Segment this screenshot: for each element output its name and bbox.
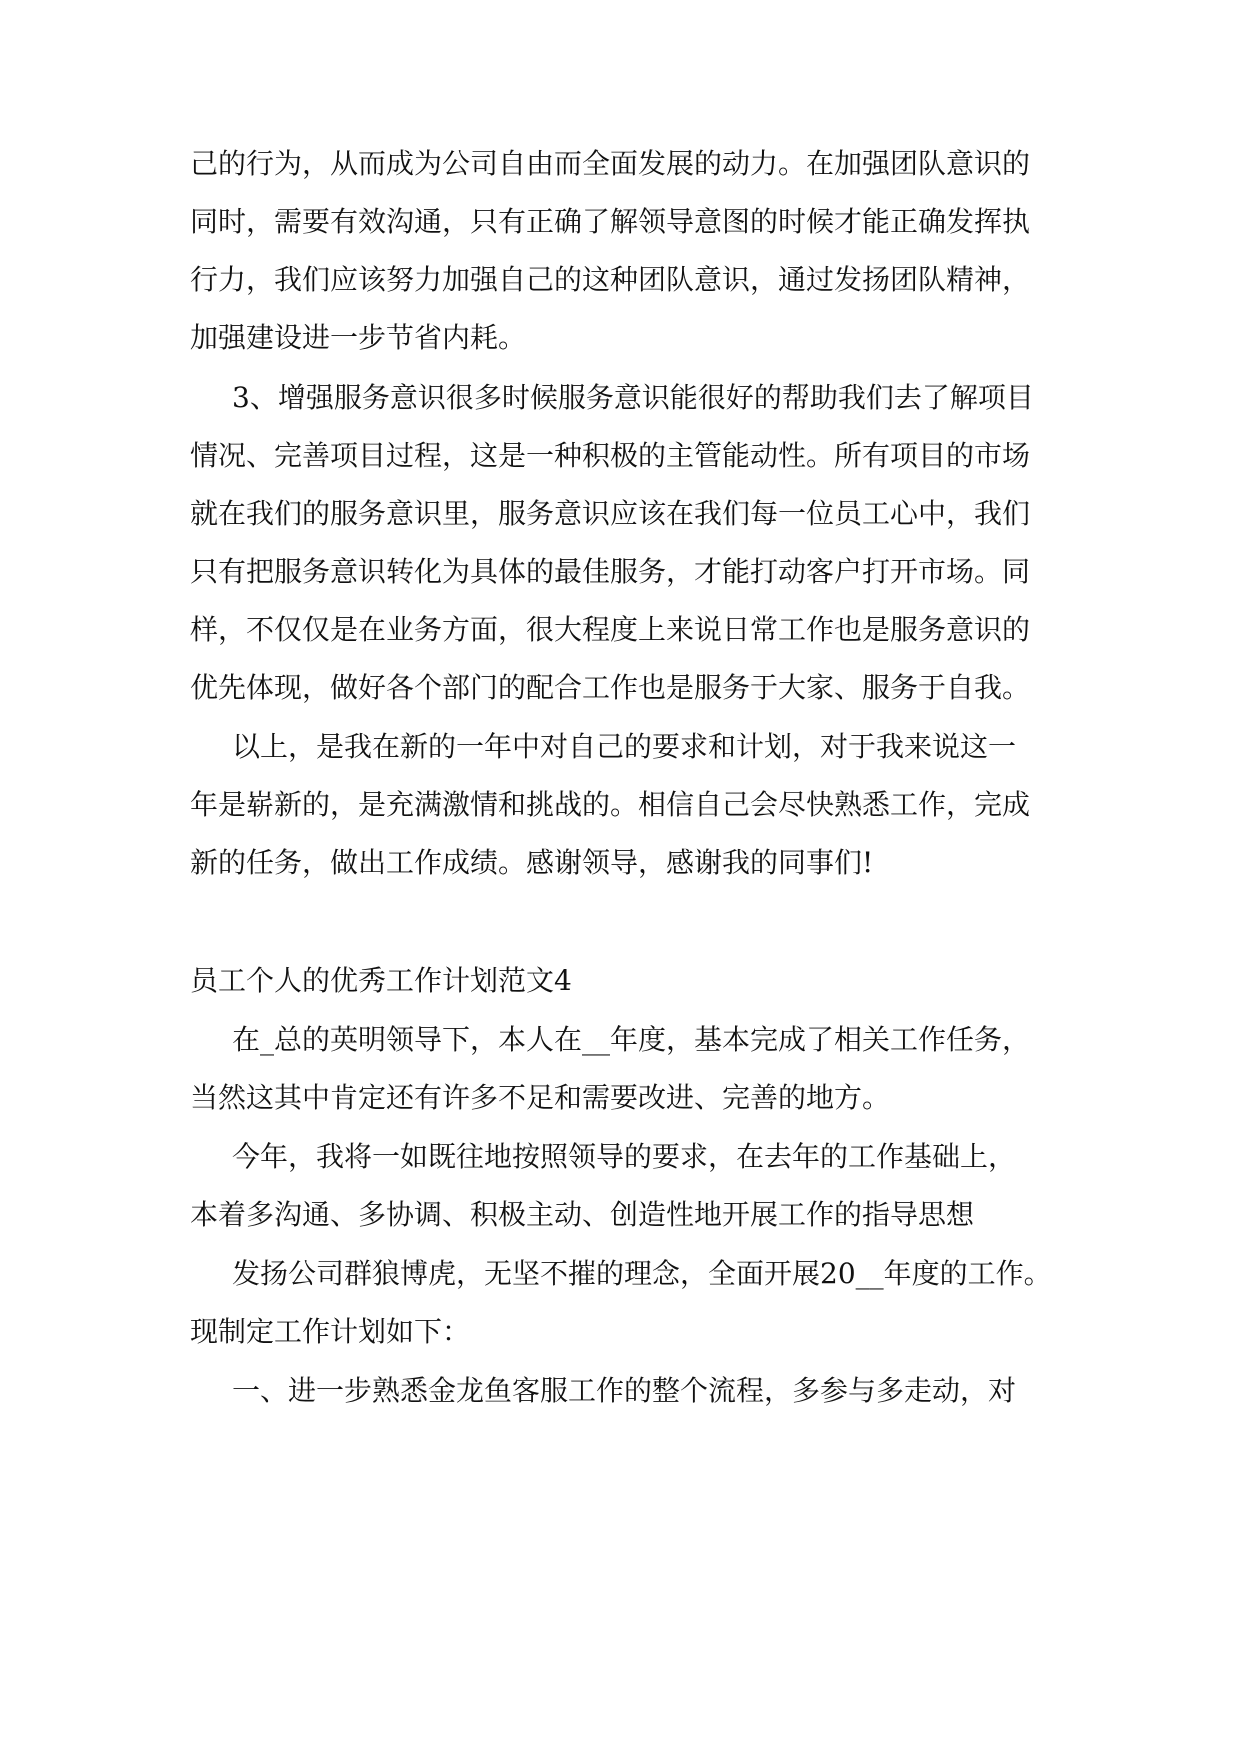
- paragraph-line: 3、增强服务意识很多时候服务意识能很好的帮助我们去了解项目: [232, 381, 1034, 414]
- paragraph-line: 年是崭新的，是充满激情和挑战的。相信自己会尽快熟悉工作，完成: [190, 788, 1031, 821]
- paragraph-line: 只有把服务意识转化为具体的最佳服务，才能打动客户打开市场。同: [190, 555, 1031, 588]
- paragraph-line: 现制定工作计划如下：: [190, 1315, 471, 1348]
- paragraph-line: 本着多沟通、多协调、积极主动、创造性地开展工作的指导思想: [190, 1198, 975, 1231]
- paragraph-line: 样，不仅仅是在业务方面，很大程度上来说日常工作也是服务意识的: [190, 613, 1031, 646]
- paragraph-line: 今年，我将一如既往地按照领导的要求，在去年的工作基础上，: [232, 1140, 1017, 1173]
- paragraph-line: 行力，我们应该努力加强自己的这种团队意识，通过发扬团队精神，: [190, 263, 1031, 296]
- paragraph-line: 一、进一步熟悉金龙鱼客服工作的整个流程，多参与多走动，对: [232, 1374, 1017, 1407]
- paragraph-line: 在_总的英明领导下，本人在__年度，基本完成了相关工作任务，: [232, 1023, 1031, 1056]
- paragraph-line: 以上，是我在新的一年中对自己的要求和计划，对于我来说这一: [232, 730, 1017, 763]
- paragraph-line: 加强建设进一步节省内耗。: [190, 321, 527, 354]
- paragraph-line: 同时，需要有效沟通，只有正确了解领导意图的时候才能正确发挥执: [190, 205, 1031, 238]
- paragraph-line: 情况、完善项目过程，这是一种积极的主管能动性。所有项目的市场: [190, 439, 1031, 472]
- paragraph-line: 发扬公司群狼博虎，无坚不摧的理念，全面开展20__年度的工作。: [232, 1257, 1052, 1290]
- paragraph-line: 新的任务，做出工作成绩。感谢领导，感谢我的同事们!: [190, 846, 874, 879]
- paragraph-line: 就在我们的服务意识里，服务意识应该在我们每一位员工心中，我们: [190, 497, 1031, 530]
- section-heading: 员工个人的优秀工作计划范文4: [190, 964, 572, 997]
- paragraph-line: 己的行为，从而成为公司自由而全面发展的动力。在加强团队意识的: [190, 147, 1031, 180]
- paragraph-line: 当然这其中肯定还有许多不足和需要改进、完善的地方。: [190, 1081, 891, 1114]
- paragraph-line: 优先体现，做好各个部门的配合工作也是服务于大家、服务于自我。: [190, 671, 1031, 704]
